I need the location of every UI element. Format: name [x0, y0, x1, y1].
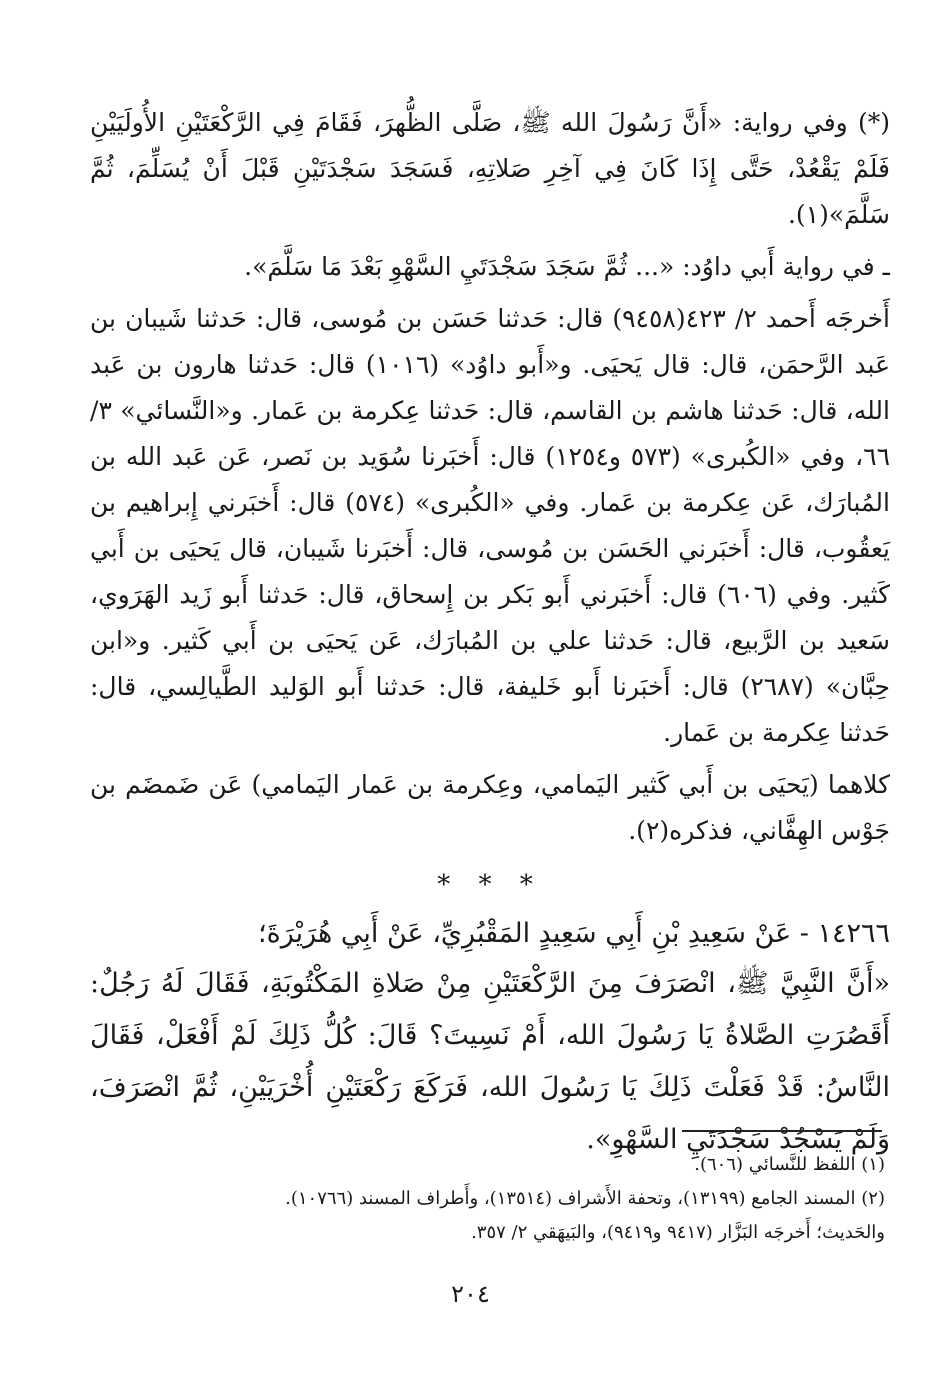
page-number: ٢٠٤: [451, 1280, 490, 1308]
hadith-text: «أَنَّ النَّبِيَّ ﷺ، انْصَرَفَ مِنَ الرَّكْعَتَيْنِ مِنْ صَلاةِ المَكْتُوبَةِ، فَقَالَ لَهُ رَجُلٌ: أَقَصُرَتِ الصَّلاةُ يَا رَسُولَ الله، أَمْ نَسِيتَ؟ قَالَ: كُلُّ ذَلِكَ لَمْ أَفْعَلْ، فَقَالَ النَّاسُ: قَدْ فَعَلْتَ ذَلِكَ يَا رَسُولَ الله، فَرَكَعَ رَكْعَتَيْنِ أُخْرَيَيْنِ، ثُمَّ انْصَرَفَ، وَلَمْ يَسْجُدْ سَجْدَتَيِ السَّهْوِ».: [90, 968, 890, 1155]
footnotes: [90, 1148, 885, 1250]
takhrij-paragraph: أَخرجَه أَحمد ٢/ ٤٢٣(٩٤٥٨) قال: حَدثنا حَسَن بن مُوسى، قال: حَدثنا شَيبان بن عَبد الرَّحمَن، قال: قال يَحيَى. و«أَبو داوُد» (١٠١٦) قال: حَدثنا هارون بن عَبد الله، قال: حَدثنا هاشم بن القاسم، قال: حَدثنا عِكرمة بن عَمار. و«النَّسائي» ٣/ ٦٦، وفي «الكُبرى» (٥٧٣ و١٢٥٤) قال: أَخبَرنا سُوَيد بن نَصر، عَن عَبد الله بن المُبارَك، عَن عِكرمة بن عَمار. وفي «الكُبرى» (٥٧٤) قال: أَخبَرني إِبراهيم بن يَعقُوب، قال: أَخبَرني الحَسَن بن مُوسى، قال: أَخبَرنا شَيبان، قال يَحيَى بن أَبي كَثير. وفي (٦٠٦) قال: أَخبَرني أَبو بَكر بن إِسحاق، قال: حَدثنا أَبو زَيد الهَرَوي، سَعيد بن الرَّبيع، قال: حَدثنا علي بن المُبارَك، عَن يَحيَى بن أَبي كَثير. و«ابن حِبَّان» (٢٦٨٧) قال: أَخبَرنا أَبو خَليفة، قال: حَدثنا أَبو الوَليد الطَّيالِسي، قال: حَدثنا عِكرمة بن عَمار.: [90, 304, 891, 747]
footnote-divider: [682, 1130, 882, 1132]
page-body: [90, 100, 890, 1166]
footnote-1: (١) اللفظ للنَّسائي (٦٠٦).: [694, 1154, 885, 1175]
footnote-2: (٢) المسند الجامع (١٣١٩٩)، وتحفة الأَشراف (١٣٥١٤)، وأَطراف المسند (١٠٧٦٦).: [285, 1188, 885, 1209]
narration-paragraph: (*) وفي رواية: «أَنَّ رَسُولَ الله ﷺ، صَلَّى الظُّهرَ، فَقَامَ فِي الرَّكْعَتَيْنِ الأُولَيَيْنِ فَلَمْ يَقْعُدْ، حَتَّى إِذَا كَانَ فِي آخِرِ صَلاتِهِ، فَسَجَدَ سَجْدَتَيْنِ قَبْلَ أَنْ يُسَلِّمَ، ثُمَّ سَلَّمَ»(١).: [90, 108, 890, 229]
footnote-2-continued: والحَديث؛ أَخرجَه البَزَّار (٩٤١٧ و٩٤١٩)، والبَيهَقي ٢/ ٣٥٧.: [471, 1222, 885, 1243]
section-separator: * * *: [437, 870, 543, 900]
abu-dawud-variant: ـ في رواية أَبي داوُد: «... ثُمَّ سَجَدَ سَجْدَتَيِ السَّهْوِ بَعْدَ مَا سَلَّمَ».: [244, 252, 890, 281]
summary-paragraph: كلاهما (يَحيَى بن أَبي كَثير اليَمامي، وعِكرمة بن عَمار اليَمامي) عَن ضَمضَم بن جَوْس الهِفَّاني، فذكره(٢).: [90, 770, 890, 845]
hadith-heading: ١٤٢٦٦ - عَنْ سَعِيدِ بْنِ أَبِي سَعِيدٍ المَقْبُرِيِّ، عَنْ أَبِي هُرَيْرَةَ؛: [257, 918, 890, 949]
